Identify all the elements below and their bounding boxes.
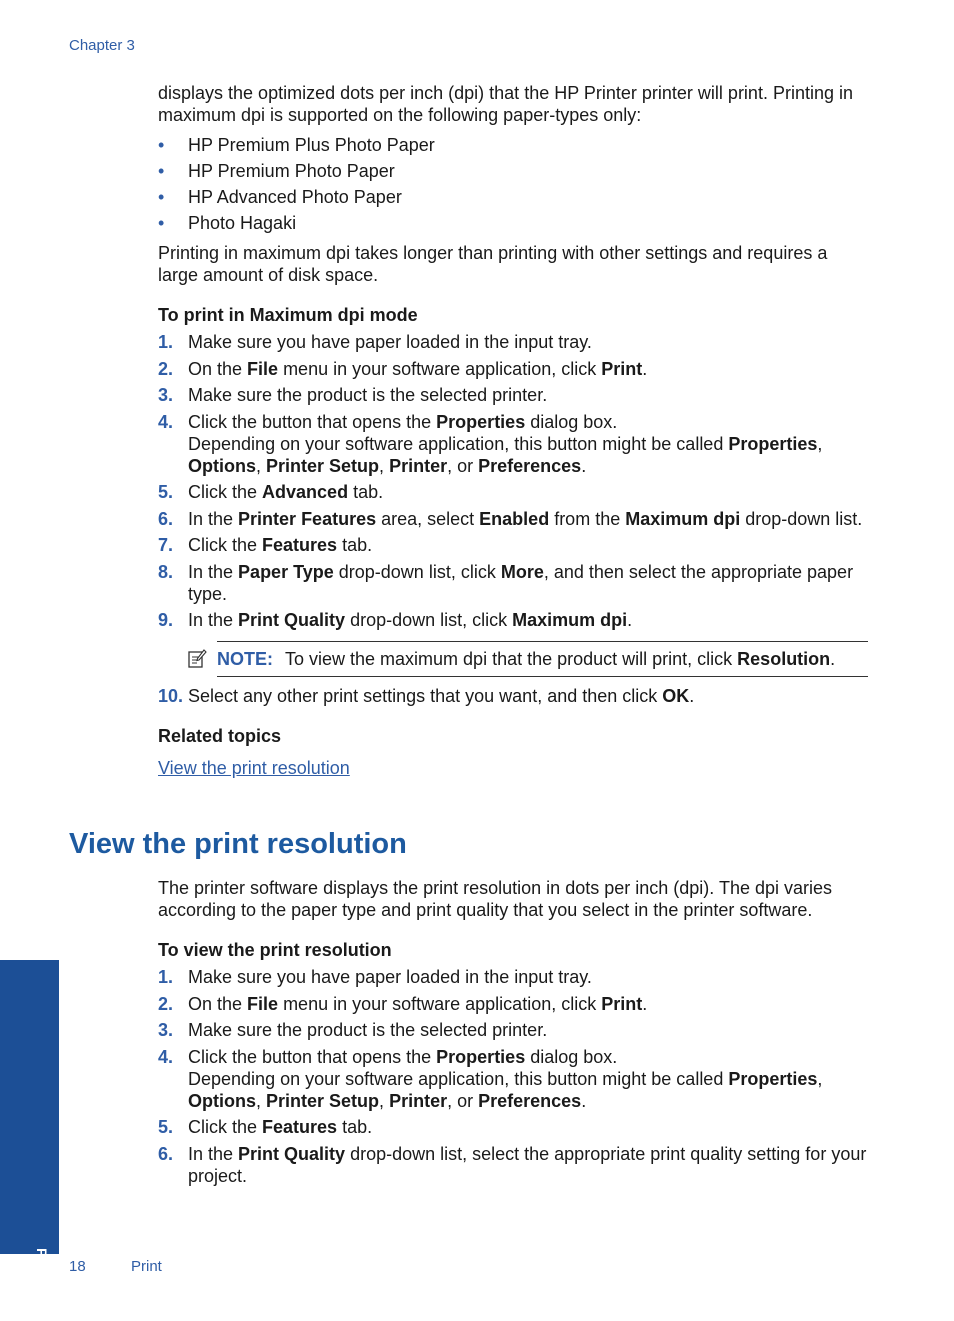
step-number: 3.: [158, 1020, 174, 1040]
step-number: 2.: [158, 993, 174, 1014]
list-item: • Photo Hagaki: [158, 213, 297, 233]
note-box: [217, 641, 868, 677]
step-text: In the Printer Features area, select Enabled from the Maximum dpi drop-down list.: [188, 508, 863, 529]
list-item: • HP Advanced Photo Paper: [158, 187, 402, 207]
side-tab-label: Print: [34, 1248, 50, 1280]
list-item: [158, 358, 868, 380]
related-topics-heading: Related topics: [158, 726, 282, 746]
step-text: Make sure you have paper loaded in the input tray.: [188, 332, 592, 352]
list-item: [158, 411, 868, 477]
max-dpi-heading: To print in Maximum dpi mode: [158, 305, 418, 325]
step-text: Make sure you have paper loaded in the input tray.: [188, 967, 592, 987]
main-content: [158, 82, 868, 779]
page-number: 18: [69, 1258, 86, 1275]
footer-section-label: Print: [131, 1258, 162, 1275]
step-text: In the Print Quality drop-down list, click Maximum dpi.: [188, 610, 633, 630]
note-text: To view the maximum dpi that the product will print, click Resolution.: [285, 649, 836, 669]
max-dpi-step-10: [158, 685, 868, 707]
bullet-icon: •: [158, 135, 165, 155]
step-number: 2.: [158, 358, 174, 379]
list-item: [158, 1116, 868, 1138]
list-item: [158, 534, 868, 556]
step-text: In the Paper Type drop-down list, click More, and then select the appropriate paper type.: [188, 561, 854, 604]
note-icon: [187, 649, 207, 669]
section-content: [158, 877, 868, 1191]
list-item: [158, 1019, 868, 1041]
list-item: [158, 993, 868, 1015]
note-label: NOTE:: [217, 649, 273, 669]
step-number: 4.: [158, 411, 174, 432]
list-item: • HP Premium Photo Paper: [158, 161, 395, 181]
list-item: [158, 384, 868, 406]
step-text: On the File menu in your software application, click Print.: [188, 358, 648, 379]
step-text: Make sure the product is the selected printer.: [188, 1020, 548, 1040]
chapter-label: Chapter 3: [69, 37, 135, 54]
step-number: 3.: [158, 385, 174, 405]
related-topic-link[interactable]: View the print resolution: [158, 758, 350, 778]
step-detail: Depending on your software application, this button might be called Properties, Options, Printer Setup, Printer, or Preferences.: [188, 1068, 823, 1111]
paper-type-list: [158, 134, 868, 234]
bullet-icon: •: [158, 161, 165, 181]
step-number: 1.: [158, 332, 174, 352]
step-number: 6.: [158, 1143, 174, 1164]
side-tab: [0, 960, 59, 1280]
step-number: 1.: [158, 967, 174, 987]
view-resolution-steps: [158, 966, 868, 1187]
step-text: In the Print Quality drop-down list, select the appropriate print quality setting for your project.: [188, 1143, 867, 1186]
list-item: [158, 966, 868, 988]
list-item: [158, 1143, 868, 1187]
step-text: Click the Advanced tab.: [188, 482, 384, 502]
bullet-icon: •: [158, 187, 165, 207]
list-item: [158, 685, 868, 707]
intro-paragraph: displays the optimized dots per inch (dpi) that the HP Printer printer will print. Printing in maximum dpi is supported on the following paper-types only:: [158, 83, 853, 125]
step-number: 9.: [158, 610, 174, 630]
bullet-icon: •: [158, 213, 165, 233]
step-text: On the File menu in your software application, click Print.: [188, 993, 648, 1014]
step-number: 10.: [158, 686, 184, 706]
list-item: [158, 481, 868, 503]
list-item: [158, 609, 868, 631]
list-item: [158, 1046, 868, 1112]
step-number: 6.: [158, 508, 174, 529]
disk-space-paragraph: Printing in maximum dpi takes longer than printing with other settings and requires a large amount of disk space.: [158, 243, 828, 285]
max-dpi-steps: [158, 331, 868, 631]
section-title: View the print resolution: [69, 828, 407, 860]
step-text: Click the Features tab.: [188, 1117, 373, 1137]
section-intro-paragraph: The printer software displays the print resolution in dots per inch (dpi). The dpi varies according to the paper type and print quality that you select in the printer software.: [158, 878, 832, 920]
step-number: 5.: [158, 482, 174, 502]
step-number: 7.: [158, 535, 174, 555]
step-number: 4.: [158, 1046, 174, 1067]
step-text: Click the Features tab.: [188, 535, 373, 555]
step-text: Select any other print settings that you want, and then click OK.: [188, 686, 695, 706]
step-number: 5.: [158, 1117, 174, 1137]
list-item: [158, 508, 868, 530]
step-number: 8.: [158, 561, 174, 582]
list-item: [158, 331, 868, 353]
view-resolution-heading: To view the print resolution: [158, 940, 392, 960]
list-item: • HP Premium Plus Photo Paper: [158, 135, 435, 155]
list-item: [158, 561, 868, 605]
step-text: Click the button that opens the Properties dialog box.: [188, 411, 618, 432]
step-text: Click the button that opens the Properties dialog box.: [188, 1046, 618, 1067]
step-text: Make sure the product is the selected printer.: [188, 385, 548, 405]
step-detail: Depending on your software application, this button might be called Properties, Options, Printer Setup, Printer, or Preferences.: [188, 433, 823, 476]
